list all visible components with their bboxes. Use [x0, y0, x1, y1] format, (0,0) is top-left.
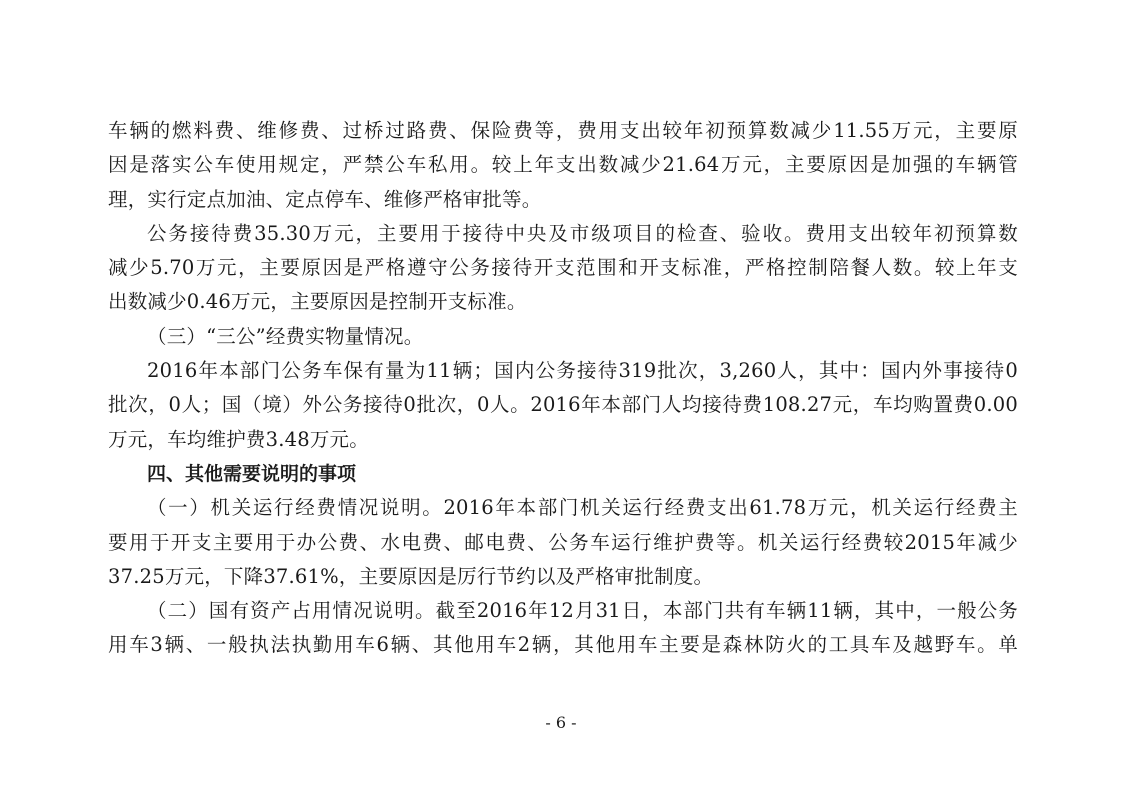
text-line: （三）“三公”经费实物量情况。 — [147, 324, 424, 348]
text-line: 公务接待费35.30万元，主要用于接待中央及市级项目的检查、验收。费用支出较年初预算数 — [147, 221, 1018, 245]
paragraph-subheading-three-public — [108, 320, 1018, 354]
text-line: 理，实行定点加油、定点停车、维修严格审批等。 — [108, 187, 542, 211]
text-line: 批次，0人；国（境）外公务接待0批次，0人。2016年本部门人均接待费108.27元，车均购置费0.00 — [108, 393, 1018, 417]
text-line: 要用于开支主要用于办公费、水电费、邮电费、公务车运行维护费等。机关运行经费较2015年减少 — [108, 530, 1018, 554]
text-line: 减少5.70万元，主要原因是严格遵守公务接待开支范围和开支标准，严格控制陪餐人数。较上年支 — [108, 256, 1018, 280]
paragraph-vehicle-costs — [108, 114, 1018, 217]
text-line: 出数减少0.46万元，主要原因是控制开支标准。 — [108, 290, 527, 314]
text-line: （二）国有资产占用情况说明。截至2016年12月31日，本部门共有车辆11辆，其中，一般公务 — [147, 599, 1018, 623]
paragraph-reception-costs — [108, 217, 1018, 320]
paragraph-operating-costs — [108, 491, 1018, 594]
paragraph-physical-quantity — [108, 354, 1018, 457]
text-line: 37.25万元，下降37.61%，主要原因是厉行节约以及严格审批制度。 — [108, 564, 714, 588]
text-line: 2016年本部门公务车保有量为11辆；国内公务接待319批次，3,260人，其中：国内外事接待0 — [147, 359, 1018, 383]
text-line: 车辆的燃料费、维修费、过桥过路费、保险费等，费用支出较年初预算数减少11.55万元，主要原 — [108, 119, 1018, 142]
text-line: 用车3辆、一般执法执勤用车6辆、其他用车2辆，其他用车主要是森林防火的工具车及越野车。单 — [108, 633, 1018, 657]
page-number: - 6 - — [545, 713, 577, 732]
paragraph-state-assets — [108, 594, 1018, 663]
page-content — [108, 114, 1018, 663]
section-heading: 四、其他需要说明的事项 — [147, 462, 357, 485]
text-line: （一）机关运行经费情况说明。2016年本部门机关运行经费支出61.78万元，机关运行经费主 — [147, 496, 1018, 520]
text-line: 万元，车均维护费3.48万元。 — [108, 427, 369, 451]
text-line: 因是落实公车使用规定，严禁公车私用。较上年支出数减少21.64万元，主要原因是加强的车辆管 — [108, 153, 1018, 177]
